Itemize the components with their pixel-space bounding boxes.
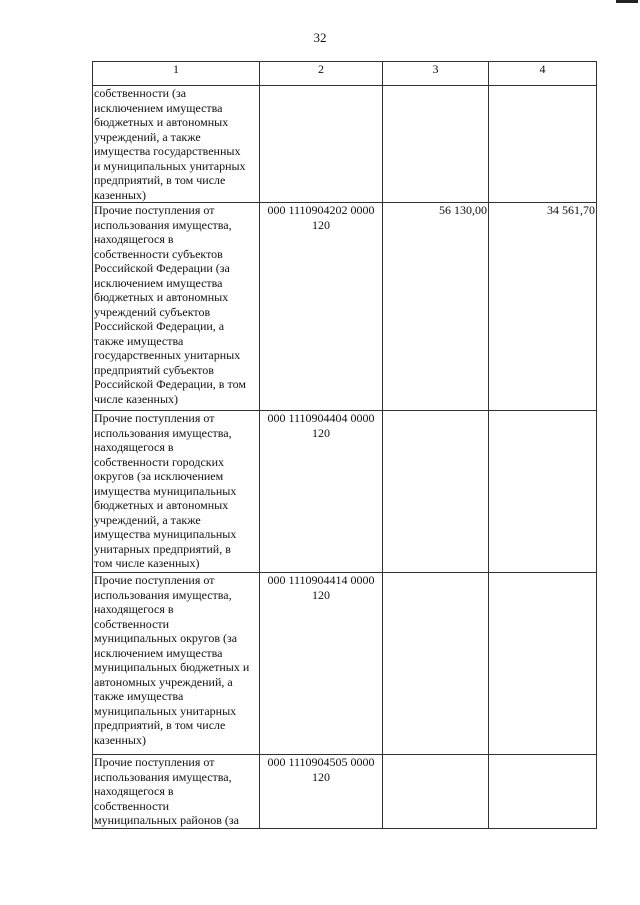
row-value-col4 [489,411,597,573]
page-number: 32 [313,30,327,45]
table-header-row [93,62,597,86]
table-row [93,86,597,203]
revenue-table [92,61,597,829]
header-col-3: 3 [383,62,489,86]
row-code-cell: 000 1110904414 0000 120 [260,573,383,755]
row-value-col4: 34 561,70 [489,203,597,411]
row-name-cell: Прочие поступления от использования имущества, находящегося в собственности субъектов Российской Федерации (за исключением имущества бюджетных и автономных учреждений субъектов Российской Федерации, а также имущества государственных унитарных предприятий субъектов Российской Федерации, в том числе казенных) [93,203,260,411]
table-row [93,411,597,573]
scan-corner-mark [616,0,638,3]
table-row [93,573,597,755]
row-value-col4 [489,86,597,203]
row-value-col3 [383,755,489,829]
row-value-col4 [489,755,597,829]
row-value-col3 [383,411,489,573]
table-row [93,755,597,829]
header-col-4: 4 [489,62,597,86]
row-name-cell: собственности (за исключением имущества бюджетных и автономных учреждений, а также имущества государственных и муниципальных унитарных предприятий, в том числе казенных) [93,86,260,203]
row-value-col3 [383,573,489,755]
row-code-cell: 000 1110904505 0000 120 [260,755,383,829]
table-row [93,203,597,411]
row-code-cell: 000 1110904202 0000 120 [260,203,383,411]
row-name-cell: Прочие поступления от использования имущества, находящегося в собственности муниципальных округов (за исключением имущества муниципальных бюджетных и автономных учреждений, а также имущества муниципальных унитарных предприятий, в том числе казенных) [93,573,260,755]
row-value-col4 [489,573,597,755]
row-code-cell [260,86,383,203]
row-name-cell: Прочие поступления от использования имущества, находящегося в собственности муниципальных районов (за [93,755,260,829]
row-code-cell: 000 1110904404 0000 120 [260,411,383,573]
row-value-col3: 56 130,00 [383,203,489,411]
row-value-col3 [383,86,489,203]
row-name-cell: Прочие поступления от использования имущества, находящегося в собственности городских округов (за исключением имущества муниципальных бюджетных и автономных учреждений, а также имущества муниципальных унитарных предприятий, в том числе казенных) [93,411,260,573]
header-col-2: 2 [260,62,383,86]
header-col-1: 1 [93,62,260,86]
